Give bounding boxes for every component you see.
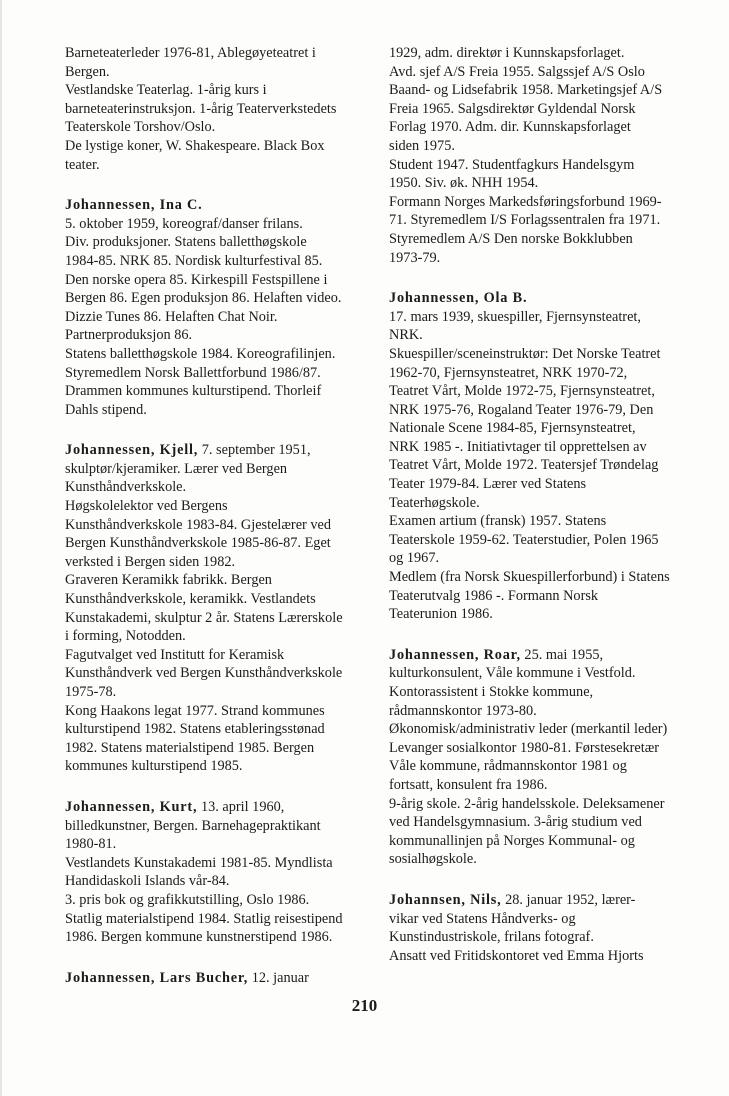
entry-line: Ansatt ved Fritidskontoret ved Emma Hjorts xyxy=(389,947,644,964)
entry-heading-text: 25. mai 1955, xyxy=(520,646,604,663)
scan-edge xyxy=(0,0,2,1096)
entry-line: Baand- og Lidsefabrik 1958. Marketingsjef A/S xyxy=(389,82,663,99)
entry-heading xyxy=(65,441,365,460)
entry-line: Teaterhøgskole. xyxy=(389,494,480,511)
entry-line: De lystige koner, W. Shakespeare. Black Box xyxy=(65,137,325,154)
entry-line: 1950. Siv. øk. NHH 1954. xyxy=(389,175,539,192)
entry-line: NRK. xyxy=(389,327,423,344)
entry-line: 1986. Bergen kommune kunstnerstipend 1986. xyxy=(65,929,333,946)
entry-line: Handidaskoli Islands vår-84. xyxy=(65,873,230,890)
entry-heading xyxy=(65,969,365,988)
entry-line: siden 1975. xyxy=(389,137,455,154)
entry-kjell xyxy=(65,441,365,776)
entry-line: Div. produksjoner. Statens balletthøgskole xyxy=(65,234,307,251)
entry-heading-text: 13. april 1960, xyxy=(197,798,285,815)
entry-line: Forlag 1970. Adm. dir. Kunnskapsforlaget xyxy=(389,119,631,136)
entry-line: verksted i Bergen siden 1982. xyxy=(65,553,236,570)
entry-heading xyxy=(65,798,365,817)
entry-name: Johannessen, Kurt, xyxy=(65,798,198,815)
entry-line: kulturkonsulent, Våle kommune i Vestfold. xyxy=(389,665,636,682)
entry-line: Vestlandets Kunstakademi 1981-85. Myndlista xyxy=(65,854,333,871)
entry-line: fortsatt, konsulent fra 1986. xyxy=(389,776,548,793)
entry-line: Examen artium (fransk) 1957. Statens xyxy=(389,513,607,530)
entry-line: skulptør/kjeramiker. Lærer ved Bergen xyxy=(65,460,288,477)
entry-line: teater. xyxy=(65,156,100,173)
entry-line: Student 1947. Studentfagkurs Handelsgym xyxy=(389,156,635,173)
entry-line: Teaterunion 1986. xyxy=(389,606,493,623)
entry-line: i forming, Notodden. xyxy=(65,628,186,645)
entry-line: kommunes kulturstipend 1985. xyxy=(65,758,243,775)
entry-line: Kunsthåndverkskole 1983-84. Gjestelærer ved xyxy=(65,516,332,533)
entry-line: Graveren Keramikk fabrikk. Bergen xyxy=(65,572,272,589)
entry-line: Freia 1965. Salgsdirektør Gyldendal Norsk xyxy=(389,100,636,117)
entry-line: 5. oktober 1959, koreograf/danser frilans. xyxy=(65,215,303,232)
right-column xyxy=(389,44,689,987)
entry-line: Statlig materialstipend 1984. Statlig reisestipend xyxy=(65,910,343,927)
entry-line: kulturstipend 1982. Statens etableringsstønad xyxy=(65,721,325,738)
entry-line: Bergen 86. Egen produksjon 86. Helaften video. xyxy=(65,290,342,307)
entry-line: Dizzie Tunes 86. Helaften Chat Noir. xyxy=(65,308,278,325)
entry-line: Fagutvalget ved Institutt for Keramisk xyxy=(65,646,285,663)
entry-line: Partnerproduksjon 86. xyxy=(65,327,193,344)
entry-line: NRK 1975-76, Rogaland Teater 1976-79, Den xyxy=(389,401,654,418)
entry-line: 71. Styremedlem I/S Forlagssentralen fra 1971. xyxy=(389,212,661,229)
entry-line: billedkunstner, Bergen. Barnehagepraktikant xyxy=(65,817,321,834)
entry-line: Levanger sosialkontor 1980-81. Førstesekretær xyxy=(389,739,659,756)
entry-line: ved Handelsgymnasium. 3-årig studium ved xyxy=(389,814,642,831)
entry-line: Bergen. xyxy=(65,63,110,80)
entry-line: Teatret Vårt, Molde 1972-75, Fjernsynsteatret, xyxy=(389,383,655,400)
entry-line: NRK 1985 -. Initiativtager til opprettelsen av xyxy=(389,438,647,455)
entry-line: Bergen Kunsthåndverkskole 1985-86-87. Eget xyxy=(65,535,331,552)
entry-line: 3. pris bok og grafikkutstilling, Oslo 1986. xyxy=(65,891,310,908)
entry-line: 1984-85. NRK 85. Nordisk kulturfestival 85. xyxy=(65,252,323,269)
entry-line: Skuespiller/sceneinstruktør: Det Norske Teatret xyxy=(389,345,661,362)
entry-line: Statens balletthøgskole 1984. Koreografilinjen. xyxy=(65,345,336,362)
entry-line: Barneteaterleder 1976-81, Ablegøyeteatret i xyxy=(65,45,316,61)
entry-kurt xyxy=(65,798,365,947)
entry-line: 17. mars 1939, skuespiller, Fjernsynsteatret, xyxy=(389,308,641,325)
entry-line: Vestlandske Teaterlag. 1-årig kurs i xyxy=(65,82,267,99)
entry-line: Våle kommune, rådmannskontor 1981 og xyxy=(389,758,627,775)
entry-line: Kontorassistent i Stokke kommune, xyxy=(389,684,594,700)
entry-line: rådmannskontor 1973-80. xyxy=(389,702,537,719)
entry-line: Formann Norges Markedsføringsforbund 1969- xyxy=(389,193,662,210)
entry-heading xyxy=(65,196,365,215)
entry-ola xyxy=(389,289,689,624)
entry-heading xyxy=(389,891,689,910)
entry-nils xyxy=(389,891,689,965)
entry-line: 1962-70, Fjernsynsteatret, NRK 1970-72, xyxy=(389,364,628,381)
entry-ina xyxy=(65,196,365,419)
entry-line: sosialhøgskole. xyxy=(389,851,477,868)
left-column xyxy=(65,44,365,1009)
entry-line: barneteaterinstruksjon. 1-årig Teaterverkstedets xyxy=(65,100,337,117)
entry-line: Teater 1979-84. Lærer ved Statens xyxy=(389,476,587,493)
entry-heading xyxy=(389,646,689,665)
entry-line: Teaterskole Torshov/Oslo. xyxy=(65,119,216,136)
entry-name: Johannessen, Ina C. xyxy=(65,197,203,214)
entry-name: Johannessen, Ola B. xyxy=(389,290,528,307)
entry-lars-continuation xyxy=(389,44,689,267)
entry-heading-text: 7. september 1951, xyxy=(198,442,311,459)
entry-line: vikar ved Statens Håndverks- og xyxy=(389,910,576,927)
entry-line: Avd. sjef A/S Freia 1955. Salgssjef A/S Oslo xyxy=(389,63,645,80)
entry-name: Johannessen, Kjell, xyxy=(65,442,199,459)
entry-line: Styremedlem Norsk Ballettforbund 1986/87. xyxy=(65,364,321,381)
entry-line: Medlem (fra Norsk Skuespillerforbund) i Statens xyxy=(389,569,670,586)
entry-line: Dahls stipend. xyxy=(65,401,147,418)
entry-line: Teaterutvalg 1986 -. Formann Norsk xyxy=(389,587,599,604)
entry-line: Teatret Vårt, Molde 1972. Teatersjef Trøndelag xyxy=(389,457,659,474)
entry-line: 1982. Statens materialstipend 1985. Bergen xyxy=(65,739,315,756)
entry-line: Kong Haakons legat 1977. Strand kommunes xyxy=(65,702,325,719)
entry-line: Økonomisk/administrativ leder (merkantil leder) xyxy=(389,721,668,738)
entry-line: 1975-78. xyxy=(65,684,117,700)
entry-line: Kunstindustriskole, frilans fotograf. xyxy=(389,929,594,946)
entry-roar xyxy=(389,646,689,869)
entry-line: Høgskolelektor ved Bergens xyxy=(65,498,228,515)
entry-line: 1980-81. xyxy=(65,836,117,853)
entry-line: Kunsthåndverkskole, keramikk. Vestlandets xyxy=(65,591,316,608)
entry-line: 1929, adm. direktør i Kunnskapsforlaget. xyxy=(389,45,625,61)
entry-line: Kunsthåndverkskole. xyxy=(65,479,187,496)
entry-line: Nationale Scene 1984-85, Fjernsynsteatret, xyxy=(389,420,636,437)
page-number: 210 xyxy=(351,996,378,1015)
entry-line: Styremedlem A/S Den norske Bokklubben xyxy=(389,230,633,247)
entry-heading xyxy=(389,289,689,308)
entry-name: Johannsen, Nils, xyxy=(389,891,502,908)
entry-heading-text: 28. januar 1952, lærer- xyxy=(501,891,636,908)
entry-line: Teaterskole 1959-62. Teaterstudier, Polen 1965 xyxy=(389,531,659,548)
entry-heading-text: 12. januar xyxy=(248,969,309,986)
entry-line: Den norske opera 85. Kirkespill Festspillene i xyxy=(65,271,328,288)
entry-line: Kunstakademi, skulptur 2 år. Statens Lærerskole xyxy=(65,609,343,626)
entry-line: kommunallinjen på Norges Kommunal- og xyxy=(389,832,635,849)
entry-lars xyxy=(65,969,365,988)
entry-line: og 1967. xyxy=(389,550,440,567)
entry-continuation xyxy=(65,44,365,174)
entry-name: Johannessen, Roar, xyxy=(389,646,521,663)
entry-line: 9-årig skole. 2-årig handelsskole. Deleksamener xyxy=(389,795,665,812)
entry-line: Kunsthåndverk ved Bergen Kunsthåndverkskole xyxy=(65,665,343,682)
entry-name: Johannessen, Lars Bucher, xyxy=(65,969,249,986)
entry-line: Drammen kommunes kulturstipend. Thorleif xyxy=(65,383,322,400)
entry-line: 1973-79. xyxy=(389,249,441,266)
